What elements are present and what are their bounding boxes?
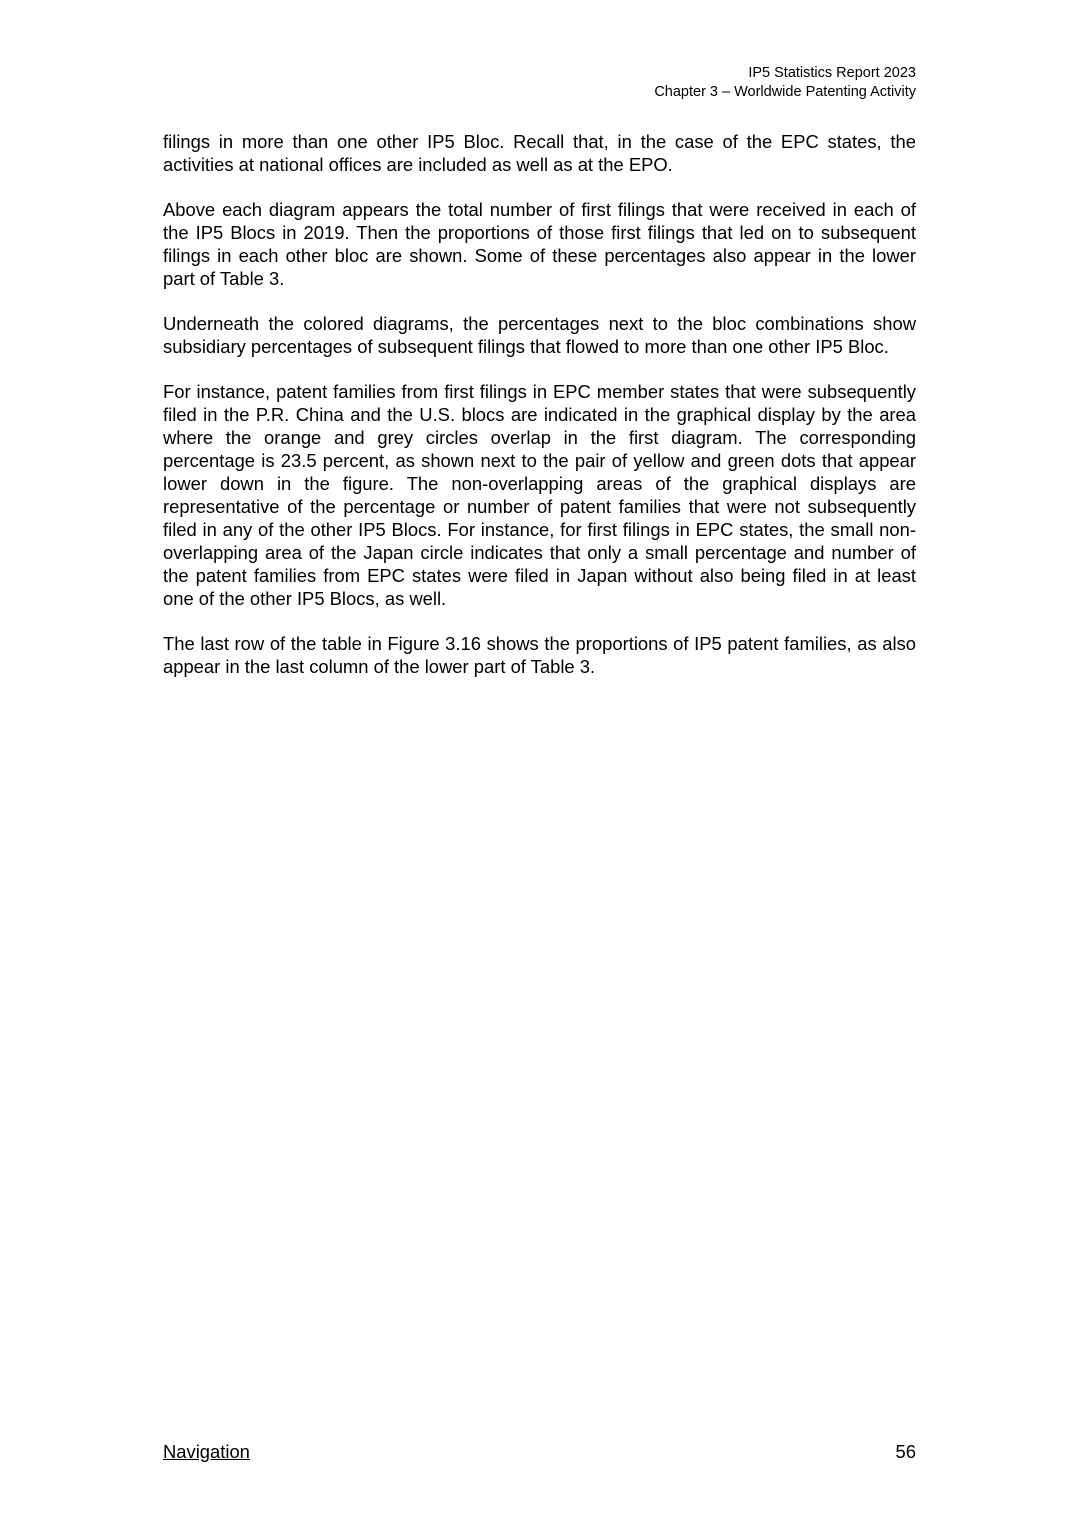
paragraph-last-row: The last row of the table in Figure 3.16 shows the proportions of IP5 patent families, as also appear in the last column of the lower part of Table 3. <box>163 633 916 677</box>
paragraph-diagram-totals: Above each diagram appears the total number of first filings that were received in each of the IP5 Blocs in 2019. Then the proportions of those first filings that led on to subsequent filings in each other bloc are shown. Some of these percentages also appear in the lower part of Table 3. <box>163 199 916 289</box>
paragraph-continuation: filings in more than one other IP5 Bloc. Recall that, in the case of the EPC states, the activities at national offices are included as well as at the EPO. <box>163 131 916 175</box>
report-title: IP5 Statistics Report 2023 <box>748 65 916 81</box>
chapter-title: Chapter 3 – Worldwide Patenting Activity <box>654 84 916 100</box>
paragraph-subsidiary-percentages: Underneath the colored diagrams, the percentages next to the bloc combinations show subsidiary percentages of subsequent filings that flowed to more than one other IP5 Bloc. <box>163 313 916 357</box>
body-text <box>163 130 916 700</box>
running-header <box>654 64 916 102</box>
paragraph-example: For instance, patent families from first filings in EPC member states that were subsequently filed in the P.R. China and the U.S. blocs are indicated in the graphical display by the area where the orange and grey circles overlap in the first diagram. The corresponding percentage is 23.5 percent, as shown next to the pair of yellow and green dots that appear lower down in the figure. The non-overlapping areas of the graphical displays are representative of the percentage or number of patent families that were not subsequently filed in any of the other IP5 Blocs. For instance, for first filings in EPC states, the small non-overlapping area of the Japan circle indicates that only a small percentage and number of the patent families from EPC states were filed in Japan without also being filed in at least one of the other IP5 Blocs, as well. <box>163 381 916 609</box>
navigation-link[interactable]: Navigation <box>163 1441 250 1462</box>
page-number: 56 <box>895 1441 916 1462</box>
